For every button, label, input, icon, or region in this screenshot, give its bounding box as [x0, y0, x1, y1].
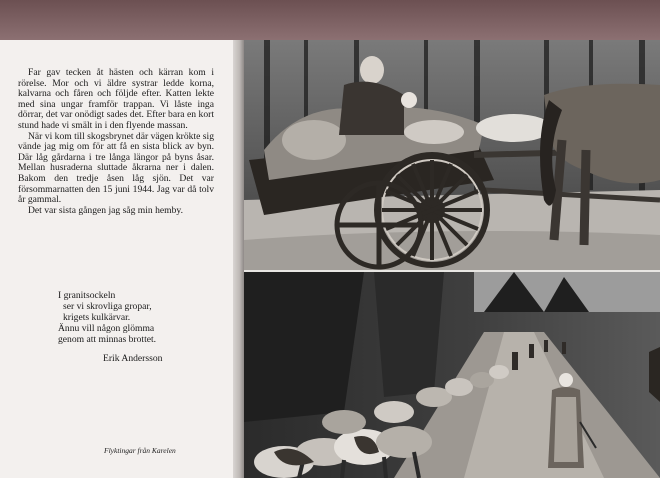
photo-cattle-road — [244, 272, 660, 478]
poem-line: I granitsockeln — [58, 290, 116, 301]
photo-horse-cart — [244, 40, 660, 272]
poem-line: ser vi skrovliga gropar, — [63, 301, 152, 312]
prose-paragraph: Far gav tecken åt hästen och kärran kom i rörelse. Mor och vi äldre systrar ledde korna, kalvarna och fåren och följde efter. Katten lekte med sina ungar framför trappan. Vi låste inga dörrar, det var onödigt sades det. Efter bara en kort stund hade vi smält in i den flyende massan. — [18, 67, 214, 131]
prose-text — [18, 68, 214, 216]
top-band — [0, 0, 660, 40]
poem-line: genom att minnas brottet. — [58, 334, 157, 345]
book-gutter — [233, 40, 244, 478]
prose-paragraph: När vi kom till skogsbrynet där vägen krökte sig vände jag mig om för att få en sista blick av byn. Där låg gårdarna i tre långa längor på byns åsar. Mellan husraderna sluttade åkrarna ner i dalen. Bakom den tredje åsen låg sjön. Det var försommarnatten den 15 juni 1944. Jag var då tolv år gammal. — [18, 130, 214, 206]
poem-author: Erik Andersson — [103, 353, 163, 364]
photo-caption: Flyktingar från Karelen — [104, 446, 176, 455]
poem-line: Ännu vill någon glömma — [58, 323, 155, 334]
prose-paragraph: Det var sista gången jag såg min hemby. — [28, 204, 183, 216]
poem-line: krigets kulkärvar. — [63, 312, 131, 323]
poem — [58, 290, 228, 364]
